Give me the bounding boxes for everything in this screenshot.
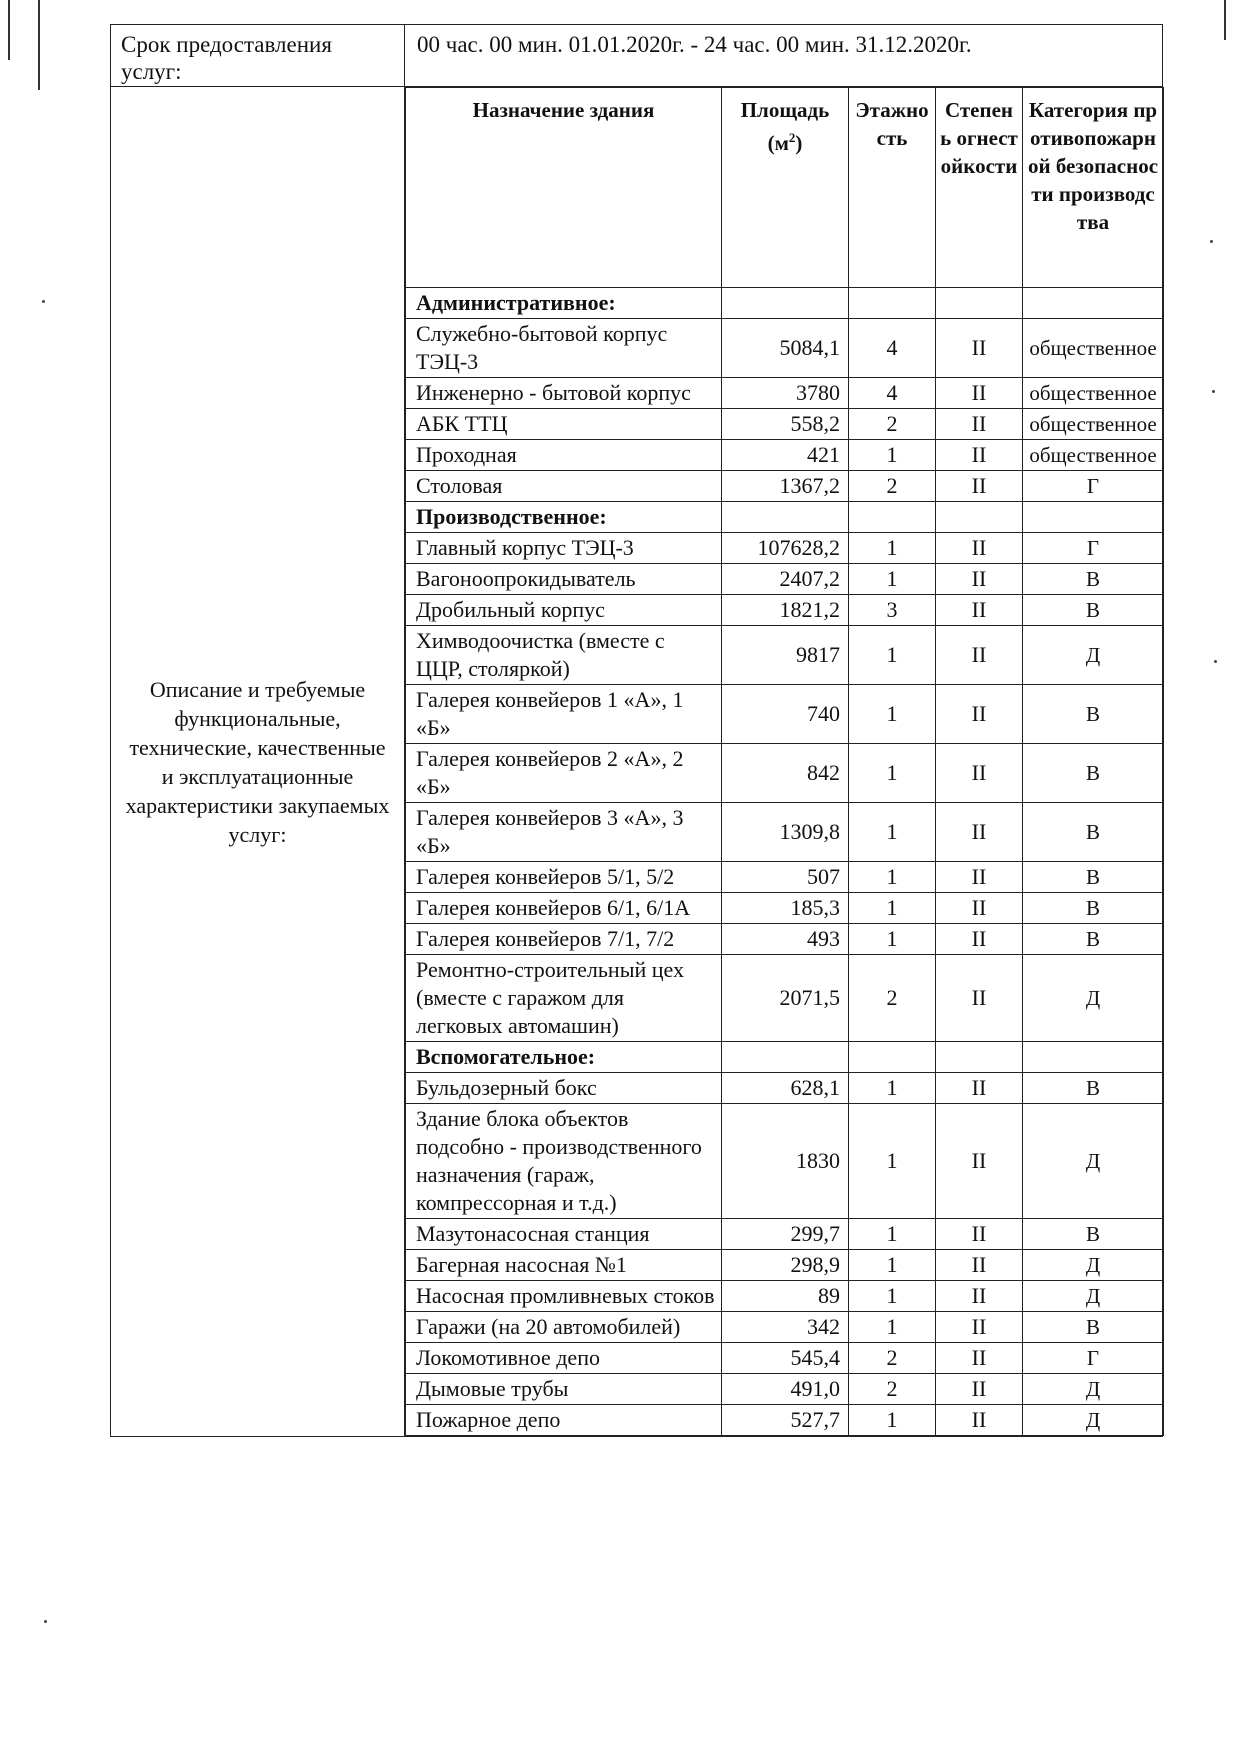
fire-resistance-cell: II: [936, 533, 1023, 564]
fire-category-cell: общественное: [1023, 319, 1164, 378]
area-cell: 89: [722, 1281, 849, 1312]
empty-cell: [722, 1042, 849, 1073]
fire-category-cell: Д: [1023, 626, 1164, 685]
scan-edge-mark: [38, 0, 40, 90]
building-name-cell: Галерея конвейеров 7/1, 7/2: [406, 924, 722, 955]
floors-cell: 1: [849, 1219, 936, 1250]
floors-cell: 1: [849, 1405, 936, 1436]
scan-edge-mark: [1224, 0, 1226, 40]
empty-cell: [722, 502, 849, 533]
fire-resistance-cell: II: [936, 471, 1023, 502]
fire-category-cell: Д: [1023, 955, 1164, 1042]
building-name-cell: Пожарное депо: [406, 1405, 722, 1436]
floors-cell: 1: [849, 744, 936, 803]
area-cell: 2071,5: [722, 955, 849, 1042]
fire-resistance-cell: II: [936, 1374, 1023, 1405]
buildings-table: [405, 87, 1164, 1436]
buildings-table-cell: [405, 87, 1163, 1437]
area-cell: 185,3: [722, 893, 849, 924]
fire-resistance-cell: II: [936, 319, 1023, 378]
scan-dot: [1212, 390, 1215, 393]
empty-cell: [722, 288, 849, 319]
table-row: [406, 533, 1164, 564]
building-name-cell: Гаражи (на 20 автомобилей): [406, 1312, 722, 1343]
table-row: [406, 1374, 1164, 1405]
area-cell: 298,9: [722, 1250, 849, 1281]
section-title: Производственное:: [406, 502, 722, 533]
building-name-cell: Галерея конвейеров 3 «А», 3 «Б»: [406, 803, 722, 862]
description-label: Описание и требуемые функциональные, технические, качественные и эксплуатационные характеристики закупаемых услуг:: [111, 87, 405, 1437]
building-name-cell: Ремонтно-строительный цех (вместе с гаражом для легковых автомашин): [406, 955, 722, 1042]
table-row: [406, 409, 1164, 440]
fire-resistance-cell: II: [936, 924, 1023, 955]
fire-resistance-cell: II: [936, 409, 1023, 440]
header-name: Назначение здания: [406, 88, 722, 288]
floors-cell: 2: [849, 1374, 936, 1405]
building-name-cell: Инженерно - бытовой корпус: [406, 378, 722, 409]
table-row: [406, 1073, 1164, 1104]
area-cell: 107628,2: [722, 533, 849, 564]
header-area-sup: 2: [788, 130, 796, 145]
fire-category-cell: Г: [1023, 471, 1164, 502]
empty-cell: [936, 288, 1023, 319]
table-row: [406, 595, 1164, 626]
period-value: 00 час. 00 мин. 01.01.2020г. - 24 час. 00 мин. 31.12.2020г.: [405, 25, 1163, 87]
building-name-cell: Дробильный корпус: [406, 595, 722, 626]
floors-cell: 1: [849, 803, 936, 862]
table-row: [406, 744, 1164, 803]
table-row: [406, 626, 1164, 685]
fire-category-cell: общественное: [1023, 378, 1164, 409]
floors-cell: 1: [849, 685, 936, 744]
fire-category-cell: В: [1023, 744, 1164, 803]
building-name-cell: Здание блока объектов подсобно - производственного назначения (гараж, компрессорная и т.д.): [406, 1104, 722, 1219]
header-floors: Этажность: [849, 88, 936, 288]
table-row: [406, 685, 1164, 744]
period-label: Срок предоставления услуг:: [111, 25, 405, 87]
header-category: Категория противопожарной безопасности производства: [1023, 88, 1164, 288]
building-name-cell: Бульдозерный бокс: [406, 1073, 722, 1104]
fire-resistance-cell: II: [936, 744, 1023, 803]
fire-resistance-cell: II: [936, 1312, 1023, 1343]
scan-dot: [42, 300, 45, 303]
floors-cell: 4: [849, 378, 936, 409]
table-row: [406, 924, 1164, 955]
building-name-cell: Главный корпус ТЭЦ-3: [406, 533, 722, 564]
building-name-cell: Дымовые трубы: [406, 1374, 722, 1405]
area-cell: 527,7: [722, 1405, 849, 1436]
fire-resistance-cell: II: [936, 1104, 1023, 1219]
empty-cell: [1023, 288, 1164, 319]
floors-cell: 1: [849, 440, 936, 471]
fire-category-cell: В: [1023, 862, 1164, 893]
fire-category-cell: Д: [1023, 1374, 1164, 1405]
area-cell: 1367,2: [722, 471, 849, 502]
floors-cell: 4: [849, 319, 936, 378]
fire-category-cell: Д: [1023, 1405, 1164, 1436]
building-name-cell: Проходная: [406, 440, 722, 471]
fire-resistance-cell: II: [936, 626, 1023, 685]
header-area: [722, 88, 849, 288]
area-cell: 491,0: [722, 1374, 849, 1405]
table-row: [406, 862, 1164, 893]
building-name-cell: АБК ТТЦ: [406, 409, 722, 440]
services-table: [110, 24, 1163, 1437]
fire-category-cell: Д: [1023, 1281, 1164, 1312]
fire-category-cell: В: [1023, 924, 1164, 955]
header-fire: Степень огнестойкости: [936, 88, 1023, 288]
floors-cell: 3: [849, 595, 936, 626]
floors-cell: 2: [849, 409, 936, 440]
table-row: [406, 378, 1164, 409]
table-row: [406, 319, 1164, 378]
building-name-cell: Столовая: [406, 471, 722, 502]
fire-category-cell: общественное: [1023, 409, 1164, 440]
area-cell: 507: [722, 862, 849, 893]
floors-cell: 2: [849, 955, 936, 1042]
fire-category-cell: В: [1023, 595, 1164, 626]
fire-resistance-cell: II: [936, 862, 1023, 893]
table-row: [406, 440, 1164, 471]
table-row: [406, 1104, 1164, 1219]
fire-category-cell: В: [1023, 1312, 1164, 1343]
area-cell: 299,7: [722, 1219, 849, 1250]
floors-cell: 1: [849, 1312, 936, 1343]
floors-cell: 1: [849, 1281, 936, 1312]
floors-cell: 1: [849, 1104, 936, 1219]
building-name-cell: Насосная промливневых стоков: [406, 1281, 722, 1312]
table-row: [406, 955, 1164, 1042]
header-area-text: Площадь (м: [740, 98, 830, 155]
fire-category-cell: Д: [1023, 1104, 1164, 1219]
floors-cell: 1: [849, 893, 936, 924]
empty-cell: [849, 288, 936, 319]
area-cell: 1309,8: [722, 803, 849, 862]
floors-cell: 1: [849, 1250, 936, 1281]
fire-resistance-cell: II: [936, 1281, 1023, 1312]
building-name-cell: Вагоноопрокидыватель: [406, 564, 722, 595]
table-row: [406, 1405, 1164, 1436]
table-row: [406, 1219, 1164, 1250]
fire-resistance-cell: II: [936, 440, 1023, 471]
area-cell: 842: [722, 744, 849, 803]
empty-cell: [849, 1042, 936, 1073]
area-cell: 5084,1: [722, 319, 849, 378]
scan-edge-mark: [8, 0, 10, 60]
floors-cell: 1: [849, 564, 936, 595]
section-title: Административное:: [406, 288, 722, 319]
empty-cell: [849, 502, 936, 533]
fire-category-cell: В: [1023, 893, 1164, 924]
area-cell: 1821,2: [722, 595, 849, 626]
table-row: [406, 471, 1164, 502]
table-row: [406, 564, 1164, 595]
scan-dot: [1210, 240, 1213, 243]
fire-category-cell: Г: [1023, 1343, 1164, 1374]
section-row: [406, 502, 1164, 533]
fire-resistance-cell: II: [936, 955, 1023, 1042]
scan-dot: [44, 1620, 47, 1623]
fire-category-cell: общественное: [1023, 440, 1164, 471]
building-name-cell: Багерная насосная №1: [406, 1250, 722, 1281]
fire-category-cell: В: [1023, 803, 1164, 862]
building-name-cell: Мазутонасосная станция: [406, 1219, 722, 1250]
building-name-cell: Локомотивное депо: [406, 1343, 722, 1374]
section-row: [406, 288, 1164, 319]
area-cell: 2407,2: [722, 564, 849, 595]
floors-cell: 1: [849, 924, 936, 955]
empty-cell: [1023, 502, 1164, 533]
section-row: [406, 1042, 1164, 1073]
table-row: [406, 1312, 1164, 1343]
area-cell: 421: [722, 440, 849, 471]
empty-cell: [936, 502, 1023, 533]
area-cell: 558,2: [722, 409, 849, 440]
building-name-cell: Галерея конвейеров 6/1, 6/1А: [406, 893, 722, 924]
empty-cell: [936, 1042, 1023, 1073]
table-row: [406, 1343, 1164, 1374]
floors-cell: 1: [849, 1073, 936, 1104]
area-cell: 9817: [722, 626, 849, 685]
fire-resistance-cell: II: [936, 893, 1023, 924]
fire-resistance-cell: II: [936, 1343, 1023, 1374]
scan-dot: [1214, 660, 1217, 663]
empty-cell: [1023, 1042, 1164, 1073]
fire-resistance-cell: II: [936, 1073, 1023, 1104]
area-cell: 493: [722, 924, 849, 955]
building-name-cell: Галерея конвейеров 5/1, 5/2: [406, 862, 722, 893]
area-cell: 342: [722, 1312, 849, 1343]
area-cell: 545,4: [722, 1343, 849, 1374]
area-cell: 3780: [722, 378, 849, 409]
floors-cell: 2: [849, 1343, 936, 1374]
area-cell: 740: [722, 685, 849, 744]
table-row: [406, 1281, 1164, 1312]
fire-category-cell: Д: [1023, 1250, 1164, 1281]
area-cell: 1830: [722, 1104, 849, 1219]
fire-resistance-cell: II: [936, 595, 1023, 626]
fire-resistance-cell: II: [936, 1219, 1023, 1250]
building-name-cell: Служебно-бытовой корпус ТЭЦ-3: [406, 319, 722, 378]
fire-resistance-cell: II: [936, 803, 1023, 862]
fire-resistance-cell: II: [936, 564, 1023, 595]
fire-category-cell: В: [1023, 685, 1164, 744]
fire-resistance-cell: II: [936, 1250, 1023, 1281]
table-row: [406, 1250, 1164, 1281]
fire-resistance-cell: II: [936, 685, 1023, 744]
table-row: [406, 893, 1164, 924]
floors-cell: 1: [849, 862, 936, 893]
fire-category-cell: В: [1023, 1073, 1164, 1104]
floors-cell: 2: [849, 471, 936, 502]
fire-category-cell: В: [1023, 564, 1164, 595]
building-name-cell: Галерея конвейеров 2 «А», 2 «Б»: [406, 744, 722, 803]
fire-category-cell: В: [1023, 1219, 1164, 1250]
section-title: Вспомогательное:: [406, 1042, 722, 1073]
fire-resistance-cell: II: [936, 1405, 1023, 1436]
fire-category-cell: Г: [1023, 533, 1164, 564]
table-row: [406, 803, 1164, 862]
area-cell: 628,1: [722, 1073, 849, 1104]
header-area-close: ): [795, 131, 803, 155]
floors-cell: 1: [849, 626, 936, 685]
fire-resistance-cell: II: [936, 378, 1023, 409]
building-name-cell: Химводоочистка (вместе с ЦЦР, столяркой): [406, 626, 722, 685]
building-name-cell: Галерея конвейеров 1 «А», 1 «Б»: [406, 685, 722, 744]
floors-cell: 1: [849, 533, 936, 564]
